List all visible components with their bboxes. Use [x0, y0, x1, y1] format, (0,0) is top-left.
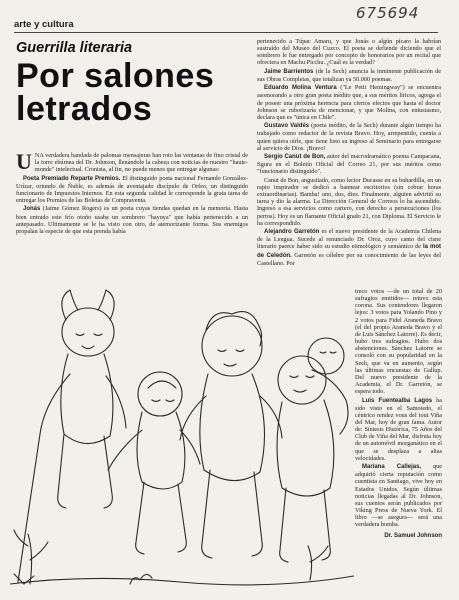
- section-label: arte y cultura: [14, 19, 74, 30]
- ground-line: [10, 576, 354, 585]
- cherub-center-left: [108, 372, 200, 554]
- plant-right: [308, 546, 328, 580]
- paragraph: treco votos —de un total de 20 sufragios emitidos— retuvo esta corona. Sus contendores llegaron lejos: 3 votos para Yolando Pino y 2 votos para Fidel Araneda Bravo (el del propio Araneda Bravo y el de Luis Sánchez Latorre). Es decir, hubo tres sufragios. Hubo dos abstenciones. Sánchez Latorre se consoló con su popularidad en la Sech, que va en aumento, según las últimas encuestas de Gallup. Del nuevo presidente de la Academia, el Dr. Garretón, se espera todo.: [355, 288, 442, 396]
- cherub-center-right: [180, 312, 282, 558]
- drop-cap: U: [16, 152, 32, 174]
- paragraph: Jonás (Jaime Gómez Rogers) es un poeta cuyas tiendas quedan en la memoria. Hasta bien entrado este frío otoño usaba un sombrero "hayuya" que había pertenecido a un antepasado. Ultimamente se le ha visto con otro, de atemorizante forma. Sus enemigos propalan la especie de que esta prenda había: [16, 205, 248, 235]
- article-kicker: Guerrilla literaria: [16, 40, 133, 56]
- headline-line-2: letrados: [16, 90, 153, 128]
- paragraph: pertenecido a Túpac Amaru, y que Jonás o algún pícaro la habrían sustraído del Museo del Cuzco. El poeta se defiende diciendo que el sombrero le fue entregado por concepto de honorarios por un recital que ofreciera en Machu Picchu. ¿Cuál es la verdad?: [257, 38, 441, 67]
- paragraph: Mariana Callejas, que adquirió cierta reputación como cuentista en Santiago, vive hoy en Estados Unidos. Según últimas noticias llegadas al Dr. Johnson, sus cuentos serán publicados por Viking Press de Nueva York. El libro —se asegura— será una verdadera bomba.: [355, 463, 442, 529]
- paragraph: UNA verdadera bandada de palomas mensajeras han roto las ventanas de fino cristal de la torre ebúrnea del Dr. Johnson, llenándole la cabeza con noticias de nuestro "haute-monde" intelectual. Cronista, al fin, no puede menos que entregar algunas:: [16, 152, 248, 174]
- author-signature: Dr. Samuel Johnson: [384, 532, 442, 539]
- cherubs-illustration: [10, 284, 354, 594]
- paragraph: Jaime Barrientos (de la Sech) anuncia la inminente publicación de sus Obras Completas, que totalizan ya 50.000 poemas.: [257, 67, 441, 83]
- article-column-left: [16, 152, 248, 284]
- section-divider: [14, 32, 438, 33]
- headline-line-1: Por salones: [16, 57, 215, 95]
- paragraph: Poeta Premiado Reparte Premios. El distinguido poeta nacional Fernando González-Urízar, oriundo de Ñuble, es además de aventajado discípulo de Orfeo, un distinguido funcionario de Impuestos Internos. En esta segunda calidad le corresponde la grata tarea de entregar los Premios de las Boletas de Compraventa.: [16, 174, 248, 205]
- article-headline: [16, 57, 248, 128]
- paragraph: Alejandro Garretón es el nuevo presidente de la Academia Chilena de la Lengua. Sucede al renunciado Dr. Oroz, cuyo canto del cisne literario parece haber sido su estudio etimológico y semántico de la mot de Celedón. Garretón es célebre por su conocimiento de las leyes del Castellano. Por: [257, 228, 441, 267]
- cherub-left: [14, 290, 126, 584]
- paragraph: Sergio Canut de Bon, autor del macrodramático poema Campacana, figura en el Boletín Oficial del Correo 21, por sus méritos como "funcionario distinguido".: [257, 153, 441, 176]
- paragraph: Gustavo Valdés (poeta inédito, de la Sech) durante algún tiempo ha trabajado como redactor de la revista Bravo. Hoy, arrepentido, cuenta a quien quiera oírle, que tiene listo su ingreso al Seminario para entregarse al servicio de Dios. ¡Bravo!: [257, 122, 441, 152]
- article-column-right: [257, 38, 441, 288]
- rake-tool: [14, 434, 40, 584]
- article-column-narrow: [355, 288, 442, 590]
- cherub-right: [277, 338, 348, 562]
- paragraph: Luis Fuentealba Lagos ha sido visto en el Samoiedo, el céntrico rendez vous del tout Viña del Mar, hoy de gran fama. Autor de: Síntesis Histórica, 75 Años del Club de Viña del Mar, disfruta hoy de un automóvil morganático en el que se desplaza a altas velocidades.: [355, 396, 442, 462]
- paragraph: Canut de Bon, angustiado, como lector Ducasse en su buhardilla, en un rapto inspirador se dedicó a bannear escritorios (sin cobrar horas extraordinarias). Bamba! uno, dos, diez. Finalmente, alguien advirtió su tarea y dio la alarma. La Dirección General de Correos lo ha ascendido. Ingresó a esa servicios como cartero, con derecho a persecuciones (los perros). Hoy es un flamante Oficial grado 21, con Diploma. El Servicio le ha correspondido.: [257, 176, 441, 227]
- handwritten-archive-number: 675694: [356, 4, 420, 22]
- paragraph: Eduardo Molina Ventura ("Le Petit Hemingway") se encuentra asomorando a otro gran poeta inédito que, a sus méritos líricos, agrega el de poseer una próxima herencia para ciertos efectos que hasta el doctor Johnson se ruborizaría de mencionar, y que Molina, con entusiasmo, declara que es "única en Chile".: [257, 84, 441, 121]
